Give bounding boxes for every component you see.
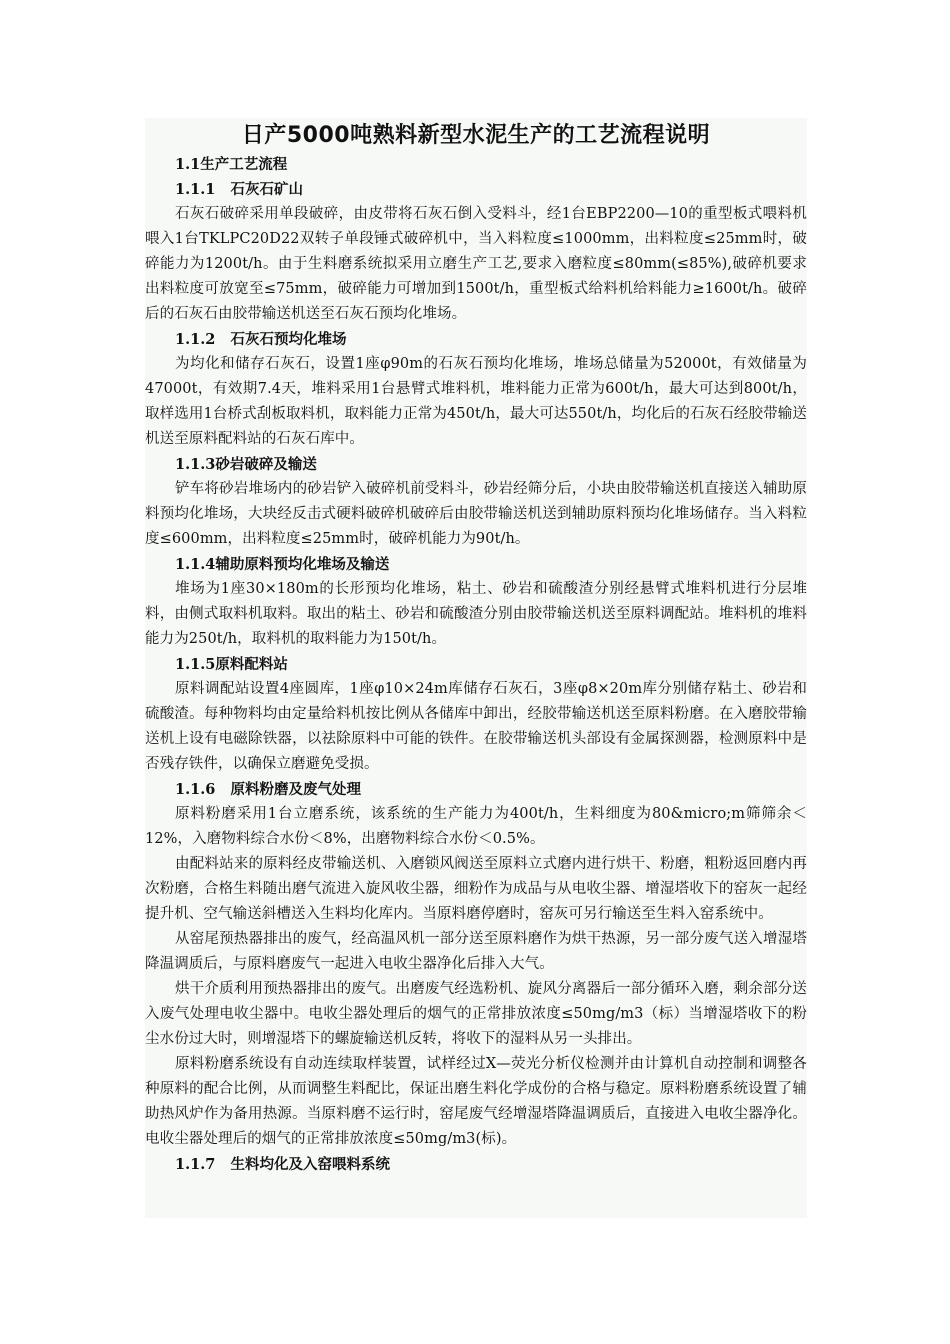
section-heading: 1.1.3砂岩破碎及输送 bbox=[175, 456, 317, 473]
paragraph: 从窑尾预热器排出的废气，经高温风机一部分送至原料磨作为烘干热源，另一部分废气送入增湿塔降温调质后，与原料磨废气一起进入电收尘器净化后排入大气。 bbox=[145, 931, 807, 972]
paragraph: 原料粉磨采用1台立磨系统，该系统的生产能力为400t/h，生料细度为80&micro;m筛筛余＜12%，入磨物料综合水份＜8%，出磨物料综合水份＜0.5%。 bbox=[145, 806, 807, 847]
section-heading: 1.1.7 生料均化及入窑喂料系统 bbox=[175, 1156, 391, 1173]
section-heading: 1.1.6 原料粉磨及废气处理 bbox=[175, 781, 362, 798]
section-heading: 1.1生产工艺流程 bbox=[175, 156, 288, 173]
paragraph: 为均化和储存石灰石，设置1座φ90m的石灰石预均化堆场，堆场总储量为52000t，有效储量为47000t，有效期7.4天，堆料采用1台悬臂式堆料机，堆料能力正常为600t/h，最大可达到800t/h，取样选用1台桥式刮板取料机，取料能力正常为450t/h，最大可达550t/h，均化后的石灰石经胶带输送机送至原料配料站的石灰石库中。 bbox=[145, 356, 807, 447]
document-body bbox=[145, 118, 807, 1177]
section-heading: 1.1.1 石灰石矿山 bbox=[175, 181, 304, 198]
paragraph: 铲车将砂岩堆场内的砂岩铲入破碎机前受料斗，砂岩经筛分后，小块由胶带输送机直接送入辅助原料预均化堆场，大块经反击式硬料破碎机破碎后由胶带输送机送到辅助原料预均化堆场储存。当入料粒度≤600mm，出料粒度≤25mm时，破碎机能力为90t/h。 bbox=[145, 481, 807, 547]
paragraph: 石灰石破碎采用单段破碎，由皮带将石灰石倒入受料斗，经1台EBP2200—10的重型板式喂料机喂入1台TKLPC20D22双转子单段锤式破碎机中，当入料粒度≤1000mm，出料粒度≤25mm时，破碎能力为1200t/h。由于生料磨系统拟采用立磨生产工艺,要求入磨粒度≤80mm(≤85%),破碎机要求出料粒度可放宽至≤75mm，破碎能力可增加到1500t/h，重型板式给料机给料能力≥1600t/h。破碎后的石灰石由胶带输送机送至石灰石预均化堆场。 bbox=[145, 206, 807, 322]
section-heading: 1.1.2 石灰石预均化堆场 bbox=[175, 331, 347, 348]
paragraph: 由配料站来的原料经皮带输送机、入磨锁风阀送至原料立式磨内进行烘干、粉磨，粗粉返回磨内再次粉磨，合格生料随出磨气流进入旋风收尘器，细粉作为成品与从电收尘器、增湿塔收下的窑灰一起经提升机、空气输送斜槽送入生料均化库内。当原料磨停磨时，窑灰可另行输送至生料入窑系统中。 bbox=[145, 856, 807, 922]
section-heading: 1.1.5原料配料站 bbox=[175, 656, 288, 673]
paragraph: 原料调配站设置4座圆库，1座φ10×24m库储存石灰石，3座φ8×20m库分别储存粘土、砂岩和硫酸渣。每种物料均由定量给料机按比例从各储库中卸出，经胶带输送机送至原料粉磨。在入磨胶带输送机上设有电磁除铁器，以祛除原料中可能的铁件。在胶带输送机头部设有金属探测器，检测原料中是否残存铁件，以确保立磨避免受损。 bbox=[145, 681, 807, 772]
paragraph: 烘干介质利用预热器排出的废气。出磨废气经选粉机、旋风分离器后一部分循环入磨，剩余部分送入废气处理电收尘器中。电收尘器处理后的烟气的正常排放浓度≤50mg/m3（标）当增湿塔收下的粉尘水份过大时，则增湿塔下的螺旋输送机反转，将收下的湿料从另一头排出。 bbox=[145, 981, 807, 1047]
document-content bbox=[145, 152, 807, 1177]
document-title: 日产5000吨熟料新型水泥生产的工艺流程说明 bbox=[241, 123, 711, 148]
paragraph: 原料粉磨系统设有自动连续取样装置，试样经过X—荧光分析仪检测并由计算机自动控制和调整各种原料的配合比例，从而调整生料配比，保证出磨生料化学成份的合格与稳定。原料粉磨系统设置了辅助热风炉作为备用热源。当原料磨不运行时，窑尾废气经增湿塔降温调质后，直接进入电收尘器净化。电收尘器处理后的烟气的正常排放浓度≤50mg/m3(标)。 bbox=[145, 1056, 807, 1147]
paragraph: 堆场为1座30×180m的长形预均化堆场，粘土、砂岩和硫酸渣分别经悬臂式堆料机进行分层堆料，由侧式取料机取料。取出的粘土、砂岩和硫酸渣分别由胶带输送机送至原料调配站。堆料机的堆料能力为250t/h，取料机的取料能力为150t/h。 bbox=[145, 581, 807, 647]
section-heading: 1.1.4辅助原料预均化堆场及输送 bbox=[175, 556, 390, 573]
